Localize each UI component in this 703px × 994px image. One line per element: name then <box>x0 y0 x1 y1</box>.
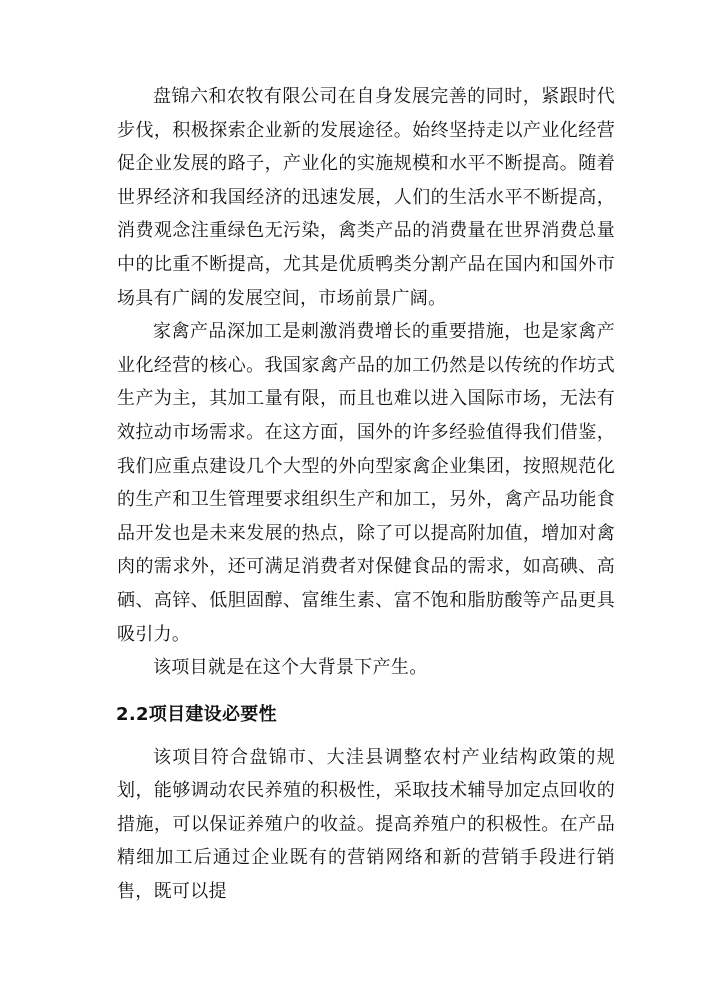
paragraph-project-necessity: 该项目符合盘锦市、大洼县调整农村产业结构政策的规划，能够调动农民养殖的积极性，采取技术辅导加定点回收的措施，可以保证养殖户的收益。提高养殖户的积极性。在产品精细加工后通过企业既有的营销网络和新的营销手段进行销售，既可以提 <box>117 746 615 903</box>
paragraph-project-background: 该项目就是在这个大背景下产生。 <box>153 657 428 679</box>
paragraph-company-development: 盘锦六和农牧有限公司在自身发展完善的同时，紧跟时代步伐，积极探索企业新的发展途径。始终坚持走以产业化经营促企业发展的路子，产业化的实施规模和水平不断提高。随着世界经济和我国经济的迅速发展，人们的生活水平不断提高，消费观念注重绿色无污染，禽类产品的消费量在世界消费总量中的比重不断提高，尤其是优质鸭类分割产品在国内和国外市场具有广阔的发展空间，市场前景广阔。 <box>117 86 615 309</box>
section-heading: 2.2项目建设必要性 <box>116 703 277 725</box>
paragraph-poultry-processing: 家禽产品深加工是刺激消费增长的重要措施，也是家禽产业化经营的核心。我国家禽产品的加工仍然是以传统的作坊式生产为主，其加工量有限，而且也难以进入国际市场，无法有效拉动市场需求。在这方面，国外的许多经验值得我们借鉴，我们应重点建设几个大型的外向型家禽企业集团，按照规范化的生产和卫生管理要求组织生产和加工，另外，禽产品功能食品开发也是未来发展的热点，除了可以提高附加值，增加对禽肉的需求外，还可满足消费者对保健食品的需求，如高碘、高硒、高锌、低胆固醇、富维生素、富不饱和脂肪酸等产品更具吸引力。 <box>117 321 615 645</box>
